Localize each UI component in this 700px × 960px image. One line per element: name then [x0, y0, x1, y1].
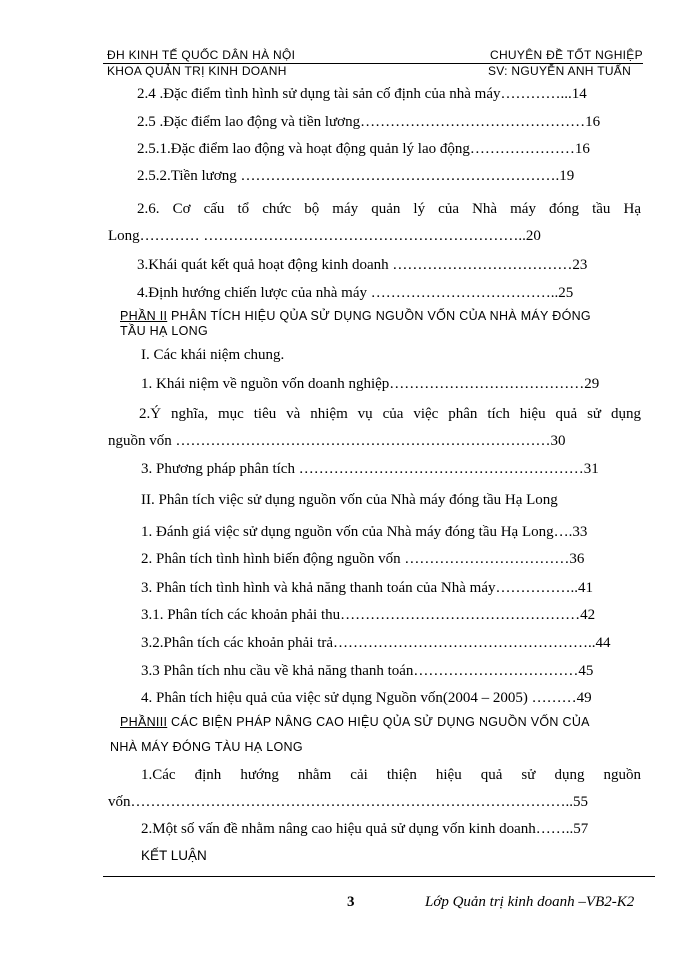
toc-entry: 1.Các định hướng nhằm cải thiện hiệu quả sử dụng nguồn: [141, 767, 641, 783]
toc-entry: 3. Phân tích tình hình và khả năng thanh toán của Nhà máy……………..41: [141, 580, 593, 596]
toc-entry: 1. Đánh giá việc sử dụng nguồn vốn của Nhà máy đóng tầu Hạ Long….33: [141, 524, 588, 540]
section-heading: I. Các khái niệm chung.: [141, 347, 285, 363]
part-three-title-continuation: NHÀ MÁY ĐÓNG TÀU HẠ LONG: [110, 740, 303, 754]
toc-entry-continuation: Long………… ………………………………………………………..20: [108, 228, 541, 244]
header-student: SV: NGUYỄN ANH TUẤN: [488, 64, 632, 78]
part-two-title: PHÂN TÍCH HIỆU QỦA SỬ DỤNG NGUỒN VỐN CỦA NHÀ MÁY ĐÓNG: [167, 309, 591, 323]
toc-entry: 1. Khái niệm về nguồn vốn doanh nghiệp…………………………………29: [141, 376, 600, 392]
toc-entry: 2.Ý nghĩa, mục tiêu và nhiệm vụ của việc phân tích hiệu quả sử dụng: [139, 406, 641, 422]
toc-entry: 2.6. Cơ cấu tổ chức bộ máy quản lý của Nhà máy đóng tầu Hạ: [137, 201, 641, 217]
section-heading: II. Phân tích việc sử dụng nguồn vốn của Nhà máy đóng tầu Hạ Long: [141, 492, 558, 508]
toc-entry: 4. Phân tích hiệu quả của việc sử dụng Nguồn vốn(2004 – 2005) ………49: [141, 690, 592, 706]
toc-entry: 3.1. Phân tích các khoản phải thu…………………………………………42: [141, 607, 596, 623]
toc-entry: 3.3 Phân tích nhu cầu về khả năng thanh toán……………………………45: [141, 663, 594, 679]
header-faculty: KHOA QUẢN TRỊ KINH DOANH: [107, 64, 287, 78]
header-document-type: CHUYÊN ĐỀ TỐT NGHIỆP: [490, 48, 643, 62]
toc-entry: 2. Phân tích tình hình biến động nguồn vốn ……………………………36: [141, 551, 585, 567]
conclusion-heading: KẾT LUẬN: [141, 848, 207, 863]
toc-entry: 2.5.2.Tiền lương ……………………………………………………….19: [137, 168, 575, 184]
header-university: ĐH KINH TẾ QUỐC DÂN HÀ NỘI: [107, 48, 296, 62]
toc-entry: 4.Định hướng chiến lược của nhà máy ………………………………..25: [137, 285, 574, 301]
part-two-label: PHẦN II: [120, 309, 168, 323]
part-two-title-continuation: TẦU HẠ LONG: [120, 324, 209, 338]
toc-entry: 2.Một số vấn đề nhằm nâng cao hiệu quả sử dụng vốn kinh doanh……..57: [141, 821, 589, 837]
toc-entry: 2.4 .Đặc điểm tình hình sử dụng tài sản cố định của nhà máy…………...14: [137, 86, 587, 102]
toc-entry: 3. Phương pháp phân tích …………………………………………………31: [141, 461, 599, 477]
toc-entry: 3.Khái quát kết quả hoạt động kinh doanh ………………………………23: [137, 257, 588, 273]
part-three-label: PHẦNIII: [120, 715, 168, 729]
toc-entry: 3.2.Phân tích các khoản phải trả……………………………………………..44: [141, 635, 611, 651]
part-two-heading: [120, 309, 591, 324]
toc-entry: 2.5.1.Đặc điểm lao động và hoạt động quản lý lao động…………………16: [137, 141, 590, 157]
page-number: 3: [347, 894, 355, 910]
part-three-title: CÁC BIỆN PHÁP NÂNG CAO HIỆU QỦA SỬ DỤNG NGUỒN VỐN CỦA: [167, 715, 590, 729]
footer-divider: [103, 876, 655, 877]
toc-entry-continuation: vốn……………………………………………………………………………..55: [108, 794, 588, 810]
part-three-heading: [120, 715, 590, 730]
footer-class-name: Lớp Quản trị kinh doanh –VB2-K2: [425, 894, 635, 910]
toc-entry-continuation: nguồn vốn …………………………………………………………………30: [108, 433, 566, 449]
toc-entry: 2.5 .Đặc điểm lao động và tiền lương………………………………………16: [137, 114, 601, 130]
